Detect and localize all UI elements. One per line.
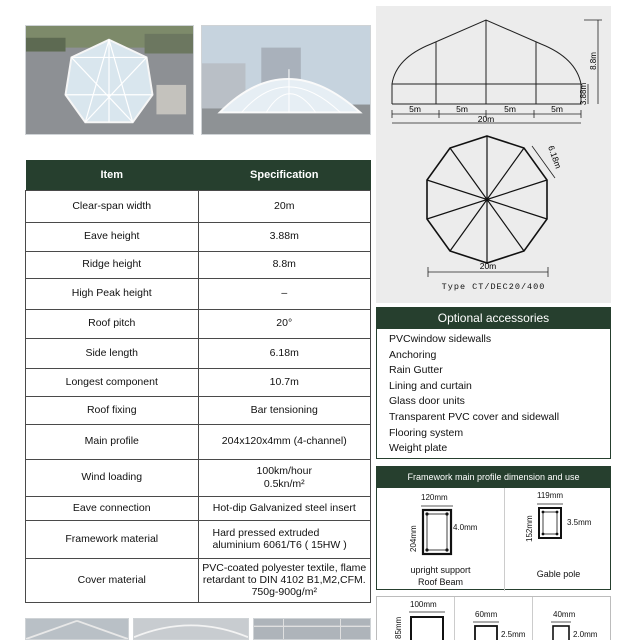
ridge-height-label: 8.8m <box>589 52 598 70</box>
profile-width-label: 119mm <box>537 491 564 500</box>
table-row <box>26 520 371 558</box>
profile-thickness-label: 2.0mm <box>573 630 598 639</box>
profile-height-label: 152mm <box>525 515 534 542</box>
span-label: 5m <box>504 104 516 114</box>
spec-value-line: 100km/hour <box>256 465 312 478</box>
spec-item: Main profile <box>26 424 199 459</box>
profile-use-caption: Gable pole <box>536 569 581 579</box>
list-item: Weight plate <box>389 442 448 455</box>
profile-small-3 <box>533 597 612 640</box>
spec-value: 3.88m <box>198 222 371 251</box>
spec-value <box>198 558 371 602</box>
spec-item: Roof pitch <box>26 309 199 338</box>
profile-use-line: Roof Beam <box>417 577 464 587</box>
profile-width-label: 120mm <box>421 493 448 502</box>
photo-bottom-2 <box>133 618 249 640</box>
table-row <box>26 496 371 520</box>
table-row <box>26 222 371 251</box>
spec-table <box>25 160 371 603</box>
spec-value: 6.18m <box>198 338 371 368</box>
spec-item: Side length <box>26 338 199 368</box>
spec-item: Cover material <box>26 558 199 602</box>
spec-value-line: Hard pressed extruded <box>212 526 320 539</box>
profile-gable-section <box>533 502 567 542</box>
spec-value-line: 750g-900g/m² <box>251 586 317 599</box>
photo-bottom-1 <box>25 618 129 640</box>
drawing-svg <box>376 6 611 303</box>
photo-bottom-3 <box>253 618 371 640</box>
spec-item: Roof fixing <box>26 396 199 424</box>
profile-small-3-section <box>549 621 573 640</box>
profile-small-2 <box>455 597 533 640</box>
framework-title: Framework main profile dimension and use <box>377 467 610 488</box>
spec-item: Ridge height <box>26 251 199 278</box>
profile-upright <box>377 488 505 591</box>
framework-profile-row-2 <box>376 596 611 640</box>
table-row <box>26 338 371 368</box>
table-row <box>26 309 371 338</box>
list-item: Rain Gutter <box>389 364 443 377</box>
spec-item: Eave height <box>26 222 199 251</box>
list-item: PVCwindow sidewalls <box>389 333 492 345</box>
spec-value <box>198 459 371 496</box>
spec-value: – <box>198 278 371 309</box>
spec-item: Clear-span width <box>26 190 199 222</box>
spec-item: Framework material <box>26 520 199 558</box>
table-row <box>26 558 371 602</box>
eave-height-label: 3.88m <box>579 82 588 106</box>
drawing-caption: Type CT/DEC20/400 <box>441 282 546 292</box>
list-item: Transparent PVC cover and sidewall <box>389 410 560 423</box>
elevation-frame <box>392 20 581 104</box>
table-row <box>26 424 371 459</box>
table-row <box>26 278 371 309</box>
table-row <box>26 459 371 496</box>
span-label: 5m <box>456 104 468 114</box>
spec-value: Bar tensioning <box>198 396 371 424</box>
optional-accessories-panel <box>376 307 611 459</box>
profile-thickness-label: 2.5mm <box>501 630 526 639</box>
profile-width-label: 60mm <box>475 610 498 619</box>
spec-value-line: 0.5kn/m² <box>263 477 305 490</box>
elevation-dimension-lines <box>392 20 602 123</box>
spec-value: Hot-dip Galvanized steel insert <box>198 496 371 520</box>
spec-value: 20m <box>198 190 371 222</box>
photo-dome-tent-side <box>201 25 371 135</box>
framework-profile-panel <box>376 466 611 590</box>
table-row <box>26 368 371 396</box>
spec-value: 8.8m <box>198 251 371 278</box>
list-item: Glass door units <box>389 395 465 408</box>
header-specification: Specification <box>198 160 371 190</box>
spec-item: Longest component <box>26 368 199 396</box>
accessories-list <box>377 329 610 457</box>
spec-item: High Peak height <box>26 278 199 309</box>
spec-value-line: PVC-coated polyester textile, flame <box>202 561 367 574</box>
profile-height-label: 85mm <box>394 616 403 639</box>
photo-dome-tent-top <box>25 25 194 135</box>
table-row <box>26 396 371 424</box>
tent-technical-drawing <box>376 6 611 303</box>
spec-value-line: retardant to DIN 4102 B1,M2,CFM. <box>202 573 366 586</box>
plan-width-label: 20m <box>479 261 497 271</box>
spec-value-line: aluminium 6061/T6 ( 15HW ) <box>212 539 347 551</box>
profile-small-1 <box>377 597 455 640</box>
span-label: 5m <box>409 104 421 114</box>
profile-height-label: 204mm <box>409 525 418 552</box>
list-item: Flooring system <box>389 426 464 439</box>
spec-table-header <box>26 160 371 190</box>
side-length-label: 6.18m <box>546 144 564 170</box>
spec-value <box>198 520 371 558</box>
profile-gable <box>505 488 612 591</box>
span-label: 5m <box>551 104 563 114</box>
spec-value: 20° <box>198 309 371 338</box>
accessories-title: Optional accessories <box>377 308 610 329</box>
list-item: Lining and curtain <box>389 379 472 392</box>
profile-small-1-section <box>407 611 447 640</box>
table-row <box>26 251 371 278</box>
total-width-label: 20m <box>477 114 495 124</box>
profile-upright-section <box>417 504 457 558</box>
profile-width-label: 100mm <box>410 600 437 609</box>
list-item: Anchoring <box>389 348 437 361</box>
profile-small-2-section <box>471 621 501 640</box>
table-row <box>26 190 371 222</box>
profile-thickness-label: 4.0mm <box>453 523 478 532</box>
spec-value: 10.7m <box>198 368 371 396</box>
profile-width-label: 40mm <box>553 610 576 619</box>
spec-item: Wind loading <box>26 459 199 496</box>
spec-value: 204x120x4mm (4-channel) <box>198 424 371 459</box>
profile-thickness-label: 3.5mm <box>567 518 592 527</box>
profile-use-line: upright support <box>410 565 471 575</box>
spec-item: Eave connection <box>26 496 199 520</box>
profile-use-caption <box>377 564 504 588</box>
header-item: Item <box>26 160 199 190</box>
